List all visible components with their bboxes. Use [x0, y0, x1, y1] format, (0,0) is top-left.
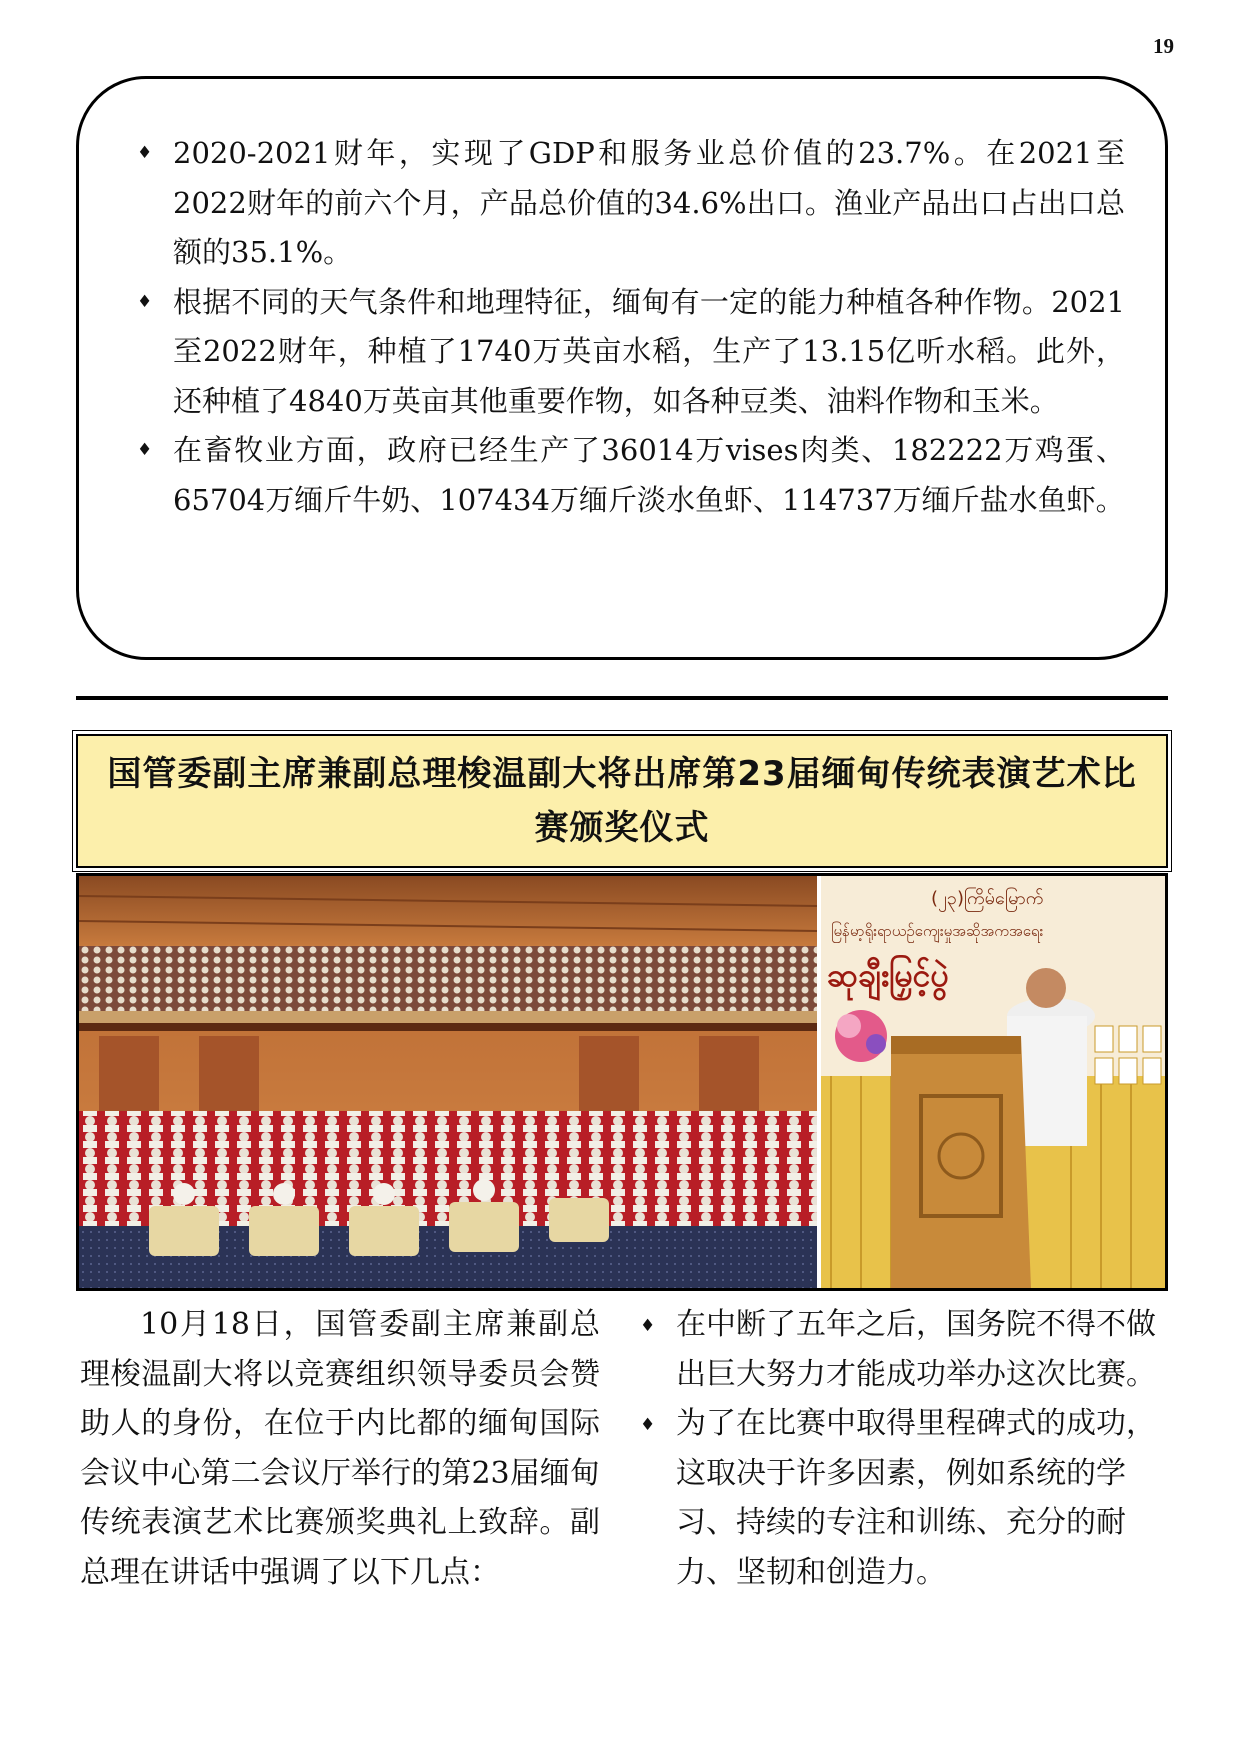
article-point [636, 1399, 1166, 1597]
article-points-column [636, 1300, 1166, 1597]
diamond-bullet-icon: ♦ [640, 1415, 656, 1435]
headline: 国管委副主席兼副总理梭温副大将出席第23届缅甸传统表演艺术比赛颁奖仪式 [107, 754, 1137, 848]
diamond-bullet-icon: ♦ [137, 440, 153, 460]
speaker-photo [817, 876, 1165, 1288]
banner-line-1: (၂၃)ကြိမ်မြောက် [931, 888, 1044, 909]
photo-frame [76, 873, 1168, 1291]
stats-item-text: 根据不同的天气条件和地理特征，缅甸有一定的能力种植各种作物。2021至2022财年，种植了1740万英亩水稻，生产了13.15亿听水稻。此外，还种植了4840万英亩其他重要作物，如各种豆类、油料作物和玉米。 [173, 284, 1125, 418]
banner-line-3: ဆုချီးမြှင့်ပွဲ [827, 956, 949, 994]
page-number: 19 [1153, 34, 1174, 58]
diamond-bullet-icon: ♦ [640, 1316, 656, 1336]
stats-item [129, 129, 1125, 278]
banner-line-2: မြန်မာ့ရိုးရာယဉ်ကျေးမှုအဆိုအကအရေး [831, 922, 1044, 940]
stats-item [129, 426, 1125, 525]
stats-item-text: 2020-2021财年，实现了GDP和服务业总价值的23.7%。在2021至2022财年的前六个月，产品总价值的34.6%出口。渔业产品出口占出口总额的35.1%。 [173, 136, 1125, 269]
auditorium-photo [79, 876, 817, 1288]
article-point [636, 1300, 1166, 1399]
section-divider [76, 696, 1168, 700]
stats-list [129, 129, 1125, 525]
article-point-text: 为了在比赛中取得里程碑式的成功，这取决于许多因素，例如系统的学习、持续的专注和训练、充分的耐力、坚韧和创造力。 [676, 1406, 1156, 1590]
diamond-bullet-icon: ♦ [137, 143, 153, 163]
article-intro: 10月18日，国管委副主席兼副总理梭温副大将以竞赛组织领导委员会赞助人的身份，在位于内比都的缅甸国际会议中心第二会议厅举行的第23届缅甸传统表演艺术比赛颁奖典礼上致辞。副总理在讲话中强调了以下几点： [80, 1307, 600, 1590]
article-points [636, 1300, 1166, 1597]
diamond-bullet-icon: ♦ [137, 291, 153, 312]
headline-box [76, 734, 1168, 868]
stats-item [129, 278, 1125, 427]
article-intro-column [80, 1300, 600, 1597]
stats-item-text: 在畜牧业方面，政府已经生产了36014万vises肉类、182222万鸡蛋、65704万缅斤牛奶、107434万缅斤淡水鱼虾、114737万缅斤盐水鱼虾。 [173, 433, 1125, 517]
article-point-text: 在中断了五年之后，国务院不得不做出巨大努力才能成功举办这次比赛。 [676, 1307, 1156, 1392]
stats-box [76, 76, 1168, 660]
